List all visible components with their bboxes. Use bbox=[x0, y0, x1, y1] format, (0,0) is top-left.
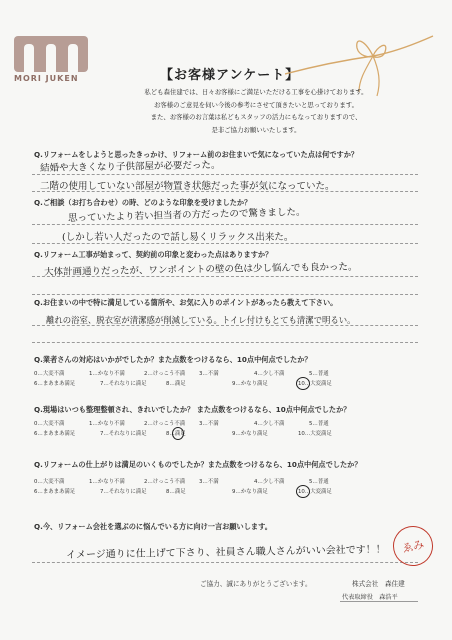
rating-question-2: Q.現場はいつも整理整頓され、きれいでしたか？ また点数をつけるなら、10点中何点でしたか？ bbox=[34, 405, 351, 414]
answer-line bbox=[32, 342, 418, 343]
company-name: 株式会社 森住建 bbox=[352, 580, 405, 588]
answer-line bbox=[32, 224, 418, 225]
logo-text: MORI JUKEN bbox=[14, 74, 79, 83]
handwritten-answer: 離れの浴室、脱衣室が清潔感が削減している。トイレ付けもとても清潔で明るい。 bbox=[46, 315, 356, 325]
question-4: Q.お住まいの中で特に満足している箇所や、お気に入りのポイントがあったら教えて下さい。 bbox=[34, 298, 338, 307]
question-3: Q.リフォーム工事が始まって、契約前の印象と変わった点はありますか？ bbox=[34, 250, 273, 259]
signature-line bbox=[340, 601, 418, 602]
handwritten-answer: 結婚や大きくなり子供部屋が必要だった。 bbox=[39, 159, 221, 174]
handwritten-answer: 思っていたより若い担当者の方だったので驚きました。 bbox=[67, 206, 306, 224]
handwritten-answer: イメージ通りに仕上げて下さり、社員さん職人さんがいい会社です！！ bbox=[65, 544, 386, 561]
answer-line bbox=[32, 174, 418, 175]
company-logo bbox=[14, 36, 88, 84]
selected-score-circle bbox=[296, 485, 310, 498]
answer-line bbox=[32, 294, 418, 295]
representative-name: 代表取締役 森浩平 bbox=[342, 594, 398, 601]
handwritten-answer: 大体計画通りだったが、ワンポイントの壁の色は少し悩んでも良かった。 bbox=[43, 261, 358, 278]
score-scale: 0…大変不満 1…かなり不満 2…けっこう不満 3…不満 4…少し不満 5…普通 6…まあまあ満足 7…それなりに満足 8…満足 9…かなり満足 10…大変満足 bbox=[34, 479, 332, 495]
page-title: 【お客様アンケート】 bbox=[160, 68, 300, 83]
thanks-text: ご協力、誠にありがとうございます。 bbox=[200, 580, 312, 588]
answer-line bbox=[32, 562, 418, 563]
question-1: Q.リフォームをしようと思ったきっかけ、リフォーム前のお住まいで気になっていた点は何ですか？ bbox=[34, 150, 359, 159]
intro-text: 私ども森住建では、日々お客様にご満足いただける工事を心掛けております。 お客様のご意見を伺い今後の参考にさせて頂きたいと思っております。 また、お客様のお言葉は私どもスタッフの活力にもなっておりますので、 是非ご協力お願いいたします。 bbox=[144, 88, 368, 134]
handwritten-answer: (しかし若い人だったので話し易くリラックス出来た。 bbox=[62, 232, 294, 243]
score-scale: 0…大変不満 1…かなり不満 2…けっこう不満 3…不満 4…少し不満 5…普通 6…まあまあ満足 7…それなりに満足 8…満足 9…かなり満足 10…大変満足 bbox=[34, 421, 332, 437]
selected-score-circle bbox=[172, 427, 184, 440]
red-stamp-mark: ゑみ bbox=[389, 522, 436, 569]
rating-question-1: Q.業者さんの対応はいかがでしたか？また点数をつけるなら、10点中何点でしたか？ bbox=[34, 355, 312, 364]
rating-question-3: Q.リフォームの仕上がりは満足のいくものでしたか？また点数をつけるなら、10点中何点でしたか？ bbox=[34, 460, 362, 469]
handwritten-answer: 二階の使用していない部屋が物置き状態だった事が気になっていた。 bbox=[40, 181, 335, 192]
question-2: Q.ご相談（お打ち合わせ）の時、どのような印象を受けましたか？ bbox=[34, 198, 252, 207]
logo-mark-icon bbox=[14, 36, 88, 72]
selected-score-circle bbox=[296, 377, 310, 390]
score-scale: 0…大変不満 1…かなり不満 2…けっこう不満 3…不満 4…少し不満 5…普通 6…まあまあ満足 7…それなりに満足 8…満足 9…かなり満足 10…大変満足 bbox=[34, 371, 332, 387]
answer-line bbox=[32, 243, 418, 244]
final-question: Q.今、リフォーム会社を選ぶのに悩んでいる方に向け一言お願いします。 bbox=[34, 522, 272, 531]
